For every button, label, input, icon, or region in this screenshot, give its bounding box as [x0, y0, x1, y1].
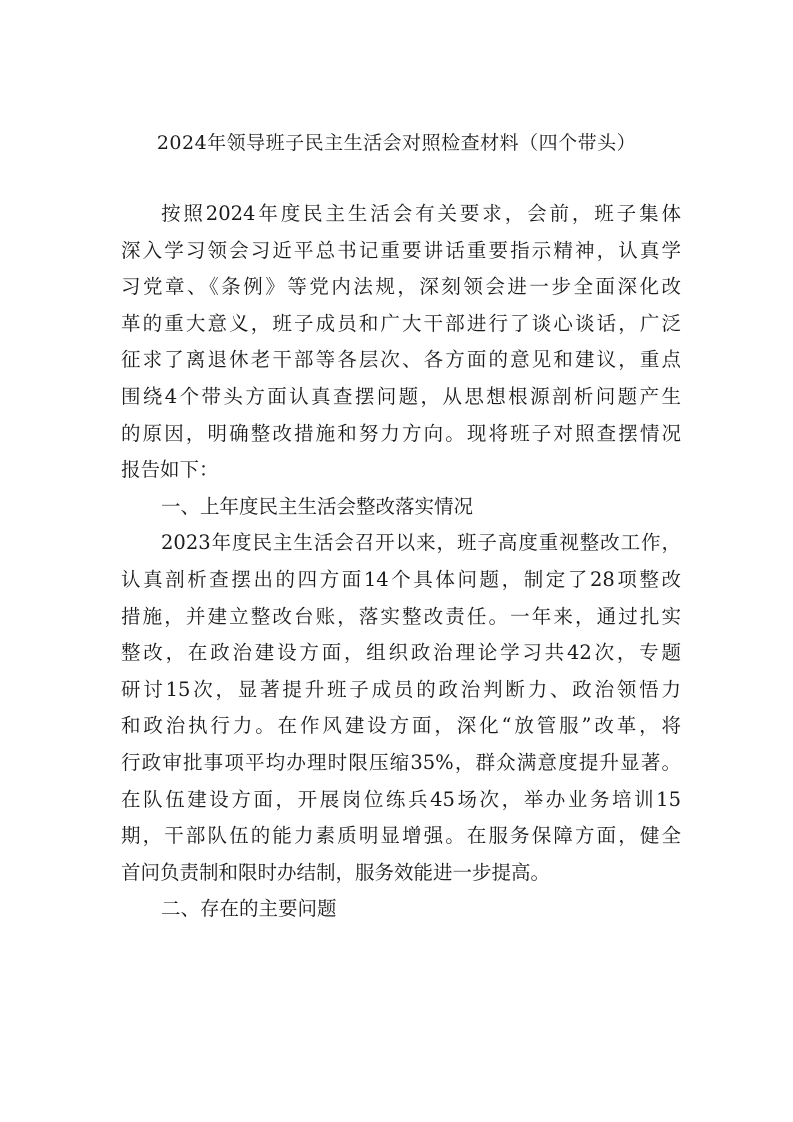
- text-line: 研讨15次，显著提升班子成员的政治判断力、政治领悟力: [121, 677, 681, 701]
- document-body: [121, 196, 681, 928]
- text-line: 措施，并建立整改台账，落实整改责任。一年来，通过扎实: [121, 604, 681, 628]
- text-line: 整改，在政治建设方面，组织政治理论学习共42次，专题: [121, 641, 681, 665]
- text-line: 按照2024年度民主生活会有关要求，会前，班子集体: [161, 202, 681, 225]
- text-line: 习党章、《条例》等党内法规，深刻领会进一步全面深化改: [121, 275, 681, 299]
- text-line: 深入学习领会习近平总书记重要讲话重要指示精神，认真学: [121, 238, 681, 262]
- text-line: 围绕4个带头方面认真查摆问题，从思想根源剖析问题产生: [121, 384, 681, 408]
- text-line: 的原因，明确整改措施和努力方向。现将班子对照查摆情况: [121, 421, 681, 445]
- text-line: 认真剖析查摆出的四方面14个具体问题，制定了28项整改: [121, 567, 681, 591]
- text-line: 期，干部队伍的能力素质明显增强。在服务保障方面，健全: [121, 824, 681, 848]
- text-line: 报告如下：: [121, 458, 219, 482]
- text-line: 在队伍建设方面，开展岗位练兵45场次，举办业务培训15: [121, 787, 681, 811]
- text-line: 和政治执行力。在作风建设方面，深化“放管服”改革，将: [121, 714, 681, 738]
- text-line: 革的重大意义，班子成员和广大干部进行了谈心谈话，广泛: [121, 311, 681, 335]
- text-line: 首问负责制和限时办结制，服务效能进一步提高。: [121, 860, 551, 884]
- text-line: 二、存在的主要问题: [161, 897, 337, 921]
- text-line: 行政审批事项平均办理时限压缩35%，群众满意度提升显著。: [121, 750, 681, 774]
- text-line: 2023年度民主生活会召开以来，班子高度重视整改工作，: [161, 531, 681, 555]
- document-title: 2024年领导班子民主生活会对照检查材料（四个带头）: [156, 132, 637, 154]
- text-line: 征求了离退休老干部等各层次、各方面的意见和建议，重点: [121, 348, 681, 372]
- text-line: 一、上年度民主生活会整改落实情况: [161, 494, 474, 518]
